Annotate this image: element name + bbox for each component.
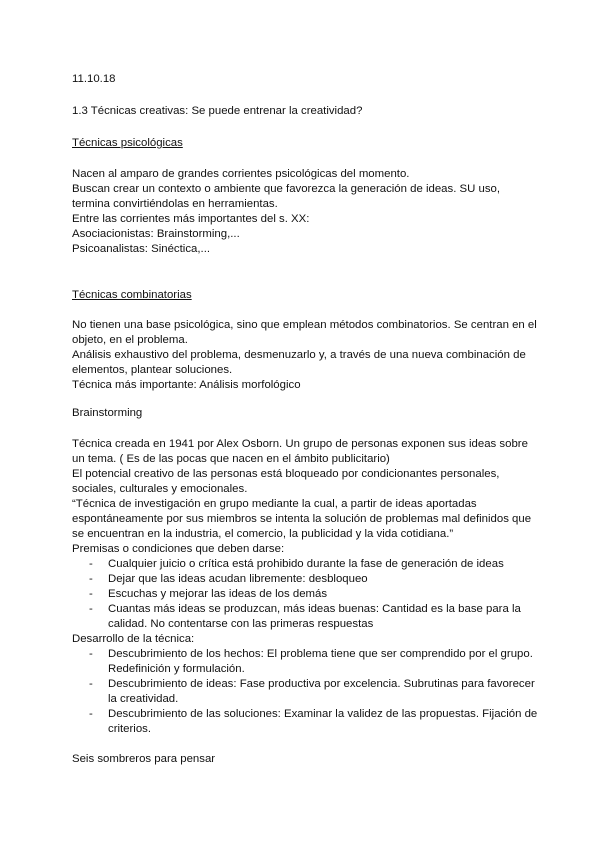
brain-line: sociales, culturales y emocionales. bbox=[72, 483, 248, 495]
brain-line: se encuentran en la industria, el comercio, la publicidad y la vida cotidiana.” bbox=[72, 528, 454, 540]
combi-line: No tienen una base psicológica, sino que emplean métodos combinatorios. Se centran en el bbox=[72, 319, 537, 331]
desarrollo-item-continued: criterios. bbox=[108, 723, 152, 735]
premisa-item: Cuantas más ideas se produzcan, más ideas buenas: Cantidad es la base para la bbox=[108, 603, 521, 615]
desarrollo-item-continued: Redefinición y formulación. bbox=[108, 663, 245, 675]
list-bullet: - bbox=[89, 708, 93, 720]
combi-line: elementos, plantear soluciones. bbox=[72, 364, 233, 376]
premisa-item: Escuchas y mejorar las ideas de los demás bbox=[108, 588, 328, 600]
desarrollo-item: Descubrimiento de las soluciones: Examinar la validez de las propuestas. Fijación de bbox=[108, 708, 538, 720]
psico-line: Nacen al amparo de grandes corrientes psicológicas del momento. bbox=[72, 168, 410, 180]
desarrollo-title: Desarrollo de la técnica: bbox=[72, 633, 195, 645]
brain-line: un tema. ( Es de las pocas que nacen en el ámbito publicitario) bbox=[72, 453, 390, 465]
desarrollo-item-continued: la creatividad. bbox=[108, 693, 179, 705]
seis-sombreros-title: Seis sombreros para pensar bbox=[72, 753, 216, 765]
brain-line: espontáneamente por sus miembros se intenta la solución de problemas mal definidos que bbox=[72, 513, 532, 525]
section-heading: 1.3 Técnicas creativas: Se puede entrenar la creatividad? bbox=[72, 105, 363, 117]
list-bullet: - bbox=[89, 588, 93, 600]
psicologicas-title: Técnicas psicológicas bbox=[72, 137, 183, 149]
combi-line: objeto, en el problema. bbox=[72, 334, 188, 346]
psico-line: Entre las corrientes más importantes del s. XX: bbox=[72, 213, 310, 225]
desarrollo-item: Descubrimiento de los hechos: El problema tiene que ser comprendido por el grupo. bbox=[108, 648, 533, 660]
list-bullet: - bbox=[89, 573, 93, 585]
premisa-item-continued: calidad. No contentarse con las primeras respuestas bbox=[108, 618, 374, 630]
brain-line: Técnica creada en 1941 por Alex Osborn. Un grupo de personas exponen sus ideas sobre bbox=[72, 438, 528, 450]
list-bullet: - bbox=[89, 678, 93, 690]
brain-line: Premisas o condiciones que deben darse: bbox=[72, 543, 285, 555]
psico-line: Asociacionistas: Brainstorming,... bbox=[72, 228, 240, 240]
desarrollo-item: Descubrimiento de ideas: Fase productiva por excelencia. Subrutinas para favorecer bbox=[108, 678, 535, 690]
premisa-item: Cualquier juicio o crítica está prohibido durante la fase de generación de ideas bbox=[108, 558, 504, 570]
brain-line: “Técnica de investigación en grupo mediante la cual, a partir de ideas aportadas bbox=[72, 498, 477, 510]
psico-line: Buscan crear un contexto o ambiente que favorezca la generación de ideas. SU uso, bbox=[72, 183, 501, 195]
psico-line: termina convirtiéndolas en herramientas. bbox=[72, 198, 278, 210]
list-bullet: - bbox=[89, 603, 93, 615]
premisa-item: Dejar que las ideas acudan libremente: desbloqueo bbox=[108, 573, 368, 585]
psico-line: Psicoanalistas: Sinéctica,... bbox=[72, 243, 211, 255]
date: 11.10.18 bbox=[72, 73, 116, 85]
brainstorming-title: Brainstorming bbox=[72, 407, 143, 419]
combi-line: Técnica más importante: Análisis morfológico bbox=[72, 379, 301, 391]
combinatorias-title: Técnicas combinatorias bbox=[72, 289, 192, 301]
list-bullet: - bbox=[89, 558, 93, 570]
list-bullet: - bbox=[89, 648, 93, 660]
combi-line: Análisis exhaustivo del problema, desmenuzarlo y, a través de una nueva combinación de bbox=[72, 349, 526, 361]
brain-line: El potencial creativo de las personas está bloqueado por condicionantes personales, bbox=[72, 468, 500, 480]
